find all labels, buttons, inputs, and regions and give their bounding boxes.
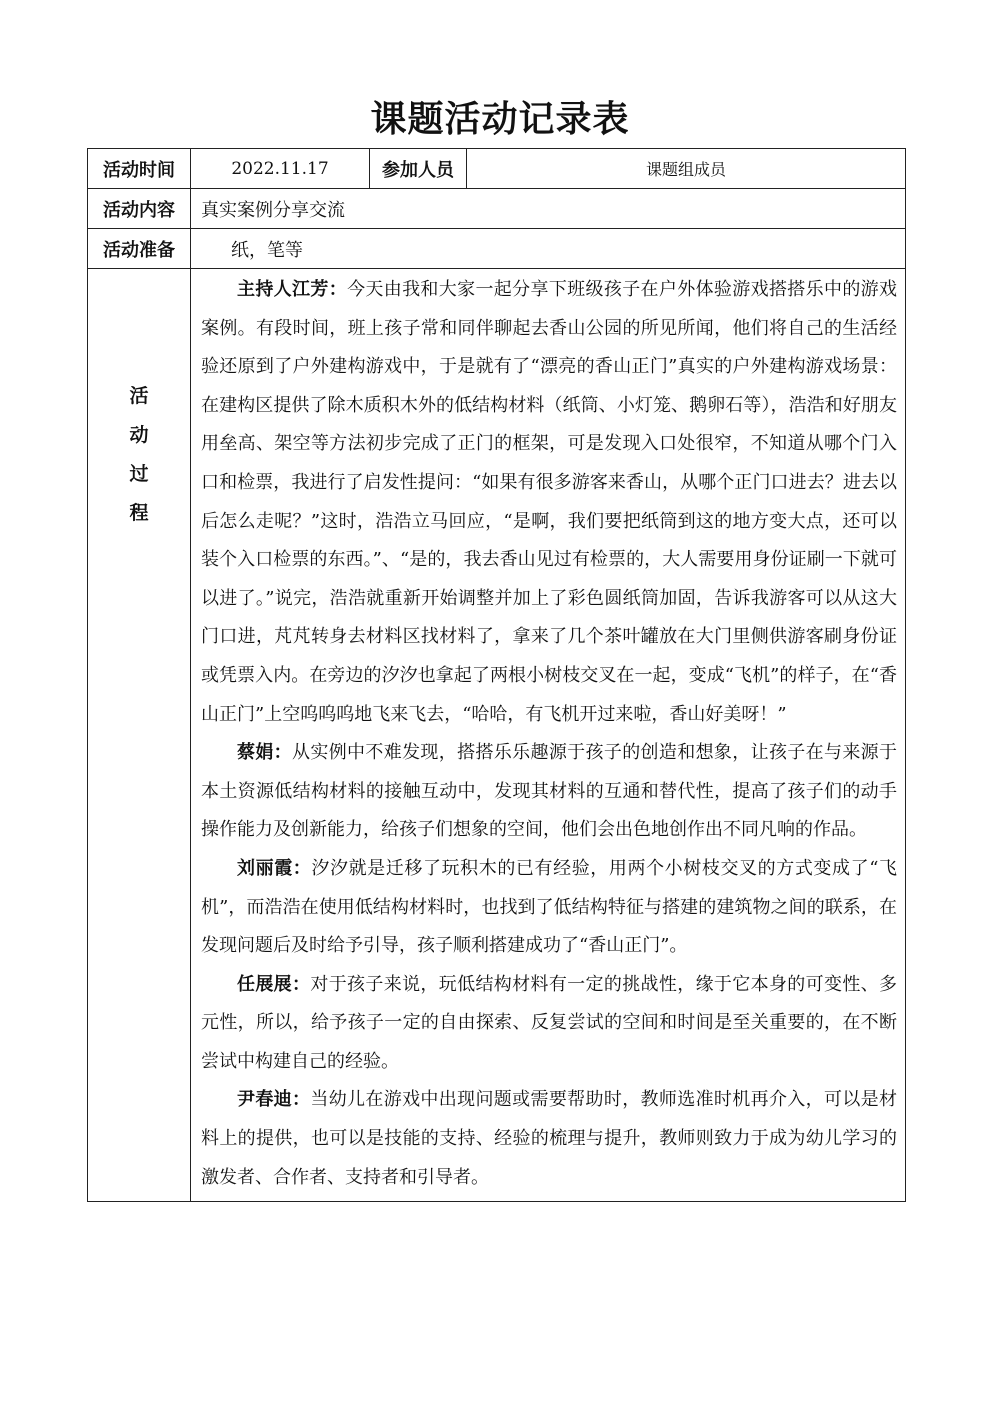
paragraph-text: 对于孩子来说，玩低结构材料有一定的挑战性，缘于它本身的可变性、多元性，所以，给予孩子一定的自由探索、反复尝试的空间和时间是至关重要的，在不断尝试中构建自己的经验。 [201,973,898,1072]
paragraph-text: 汐汐就是迁移了玩积木的已有经验，用两个小树枝交叉的方式变成了“飞机”，而浩浩在使用低结构材料时，也找到了低结构特征与搭建的建筑物之间的联系，在发现问题后及时给予引导，孩子顺利搭建成功了“香山正门”。 [201,857,898,957]
activity-content-value: 真实案例分享交流 [191,189,906,229]
activity-preparation-label: 活动准备 [88,229,191,269]
page-title: 课题活动记录表 [370,99,630,140]
process-label-char: 活 [129,385,149,407]
process-paragraph [201,1081,897,1197]
speaker-name: 任展展： [237,973,311,995]
process-paragraph [201,734,897,850]
process-label-char: 过 [129,463,149,485]
activity-content-label: 活动内容 [88,189,191,229]
table-row-process [88,269,906,1202]
table-row-content [88,189,906,229]
activity-record-table [87,148,906,1202]
activity-process-label-cell [88,269,191,1202]
speaker-name: 尹春迪： [237,1089,311,1111]
paragraph-text: 从实例中不难发现，搭搭乐乐趣源于孩子的创造和想象，让孩子在与来源于本土资源低结构材料的接触互动中，发现其材料的互通和替代性，提高了孩子们的动手操作能力及创新能力，给孩子们想象的空间，他们会出色地创作出不同凡响的作品。 [201,742,897,841]
participants-value: 课题组成员 [467,149,906,189]
speaker-name: 刘丽霞： [237,857,312,879]
paragraph-text: 当幼儿在游戏中出现问题或需要帮助时，教师选准时机再介入，可以是材料上的提供，也可以是技能的支持、经验的梳理与提升，教师则致力于成为幼儿学习的激发者、合作者、支持者和引导者。 [201,1089,898,1188]
speaker-name: 蔡娟： [237,742,293,764]
activity-process-content [191,269,906,1202]
process-label-char: 动 [129,424,149,446]
table-row-time [88,149,906,189]
activity-time-value: 2022.11.17 [191,149,370,189]
activity-preparation-value: 纸，笔等 [191,229,906,269]
activity-process-label [128,269,150,533]
process-paragraph [201,850,897,966]
participants-label: 参加人员 [370,149,467,189]
activity-time-label: 活动时间 [88,149,191,189]
speaker-name: 主持人江芳： [237,279,348,300]
process-paragraph [201,966,897,1082]
paragraph-text: 今天由我和大家一起分享下班级孩子在户外体验游戏搭搭乐中的游戏案例。有段时间，班上孩子常和同伴聊起去香山公园的所见所闻，他们将自己的生活经验还原到了户外建构游戏中，于是就有了“漂亮的香山正门”真实的户外建构游戏场景：在建构区提供了除木质积木外的低结构材料（纸筒、小灯笼、鹅卵石等），浩浩和好朋友用垒高、架空等方法初步完成了正门的框架，可是发现入口处很窄，不知道从哪个门入口和检票，我进行了启发性提问：“如果有很多游客来香山，从哪个正门口进去？进去以后怎么走呢？”这时，浩浩立马回应，“是啊，我们要把纸筒到这的地方变大点，还可以装个入口检票的东西。”、“是的，我去香山见过有检票的，大人需要用身份证刷一下就可以进了。”说完，浩浩就重新开始调整并加上了彩色圆纸筒加固，告诉我游客可以从这大门口进，芃芃转身去材料区找材料了，拿来了几个茶叶罐放在大门里侧供游客刷身份证或凭票入内。在旁边的汐汐也拿起了两根小树枝交叉在一起，变成“飞机”的样子，在“香山正门”上空呜呜呜地飞来飞去，“哈哈，有飞机开过来啦，香山好美呀！” [201,279,898,725]
process-paragraph [201,271,897,734]
table-row-preparation [88,229,906,269]
process-label-char: 程 [129,502,149,524]
